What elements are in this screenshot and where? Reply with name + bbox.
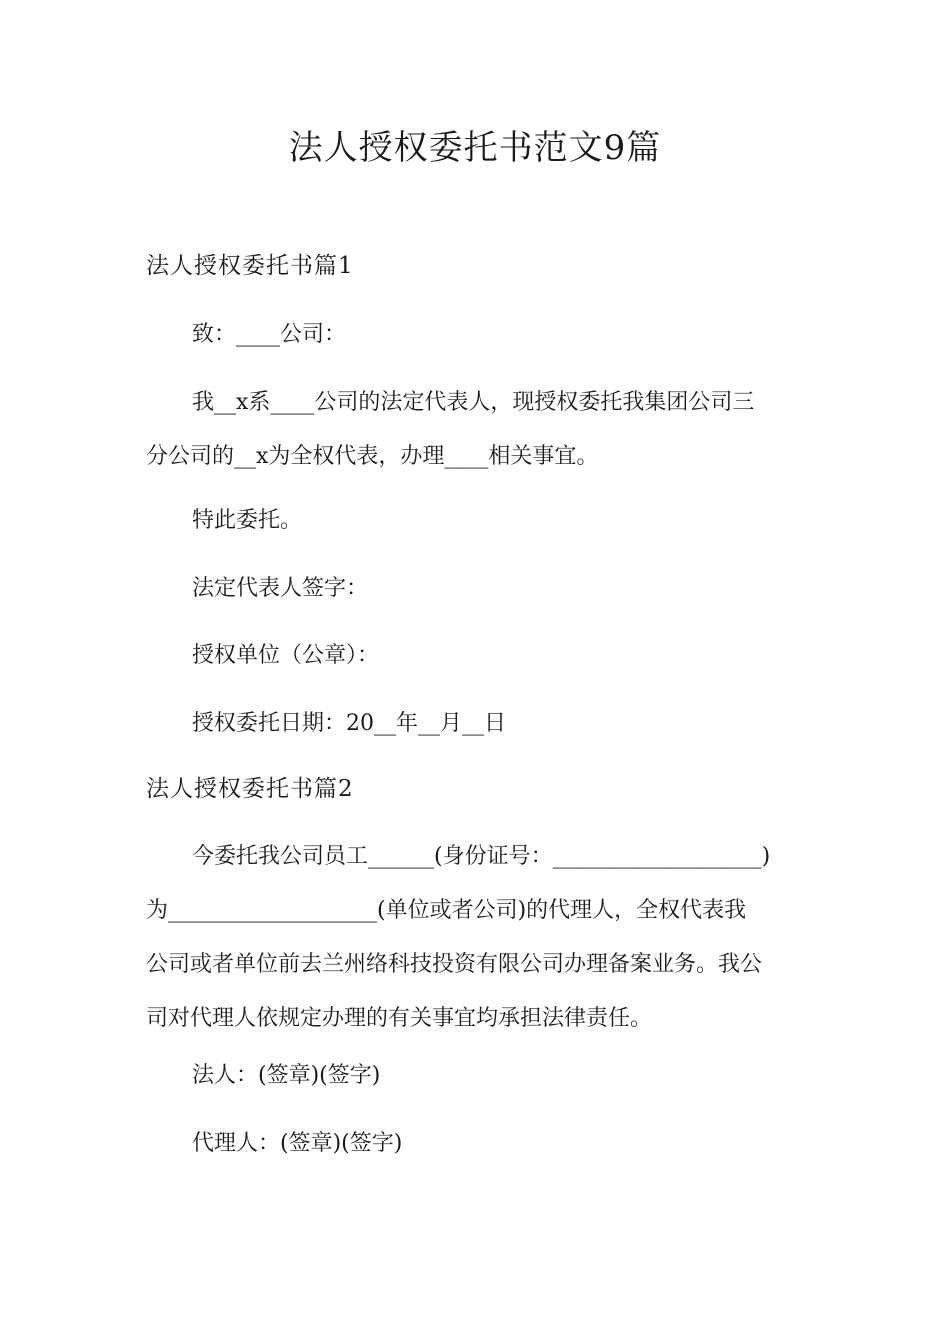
section-1-body [146, 376, 816, 484]
section-1-date-line: 授权委托日期：20__年__月__日 [192, 711, 506, 736]
section-1-to-line: 致：____公司： [192, 322, 347, 347]
section-1-special: 特此委托。 [192, 508, 303, 533]
section-1-body-line-1: 我__x系____公司的法定代表人，现授权委托我集团公司三 [192, 390, 755, 415]
section-2-legal-person: 法人：(签章)(签字) [192, 1063, 381, 1088]
section-2-body-line-3: 公司或者单位前去兰州络科技投资有限公司办理备案业务。我公 [146, 952, 763, 977]
section-1-heading: 法人授权委托书篇1 [146, 253, 354, 279]
section-1-body-line-2: 分公司的__x为全权代表，办理____相关事宜。 [146, 444, 599, 469]
section-2-body-line-4: 司对代理人依规定办理的有关事宜均承担法律责任。 [146, 1006, 653, 1031]
section-1-legal-rep-sign: 法定代表人签字： [192, 576, 369, 601]
section-2-body-line-1: 今委托我公司员工______(身份证号：___________________) [192, 844, 771, 869]
section-2-agent: 代理人：(签章)(签字) [192, 1131, 403, 1156]
section-1-authorizing-unit: 授权单位（公章）： [192, 643, 380, 668]
section-2-body [146, 830, 816, 1046]
document-title: 法人授权委托书范文9篇 [288, 128, 662, 168]
section-2-heading: 法人授权委托书篇2 [146, 776, 354, 802]
section-2-body-line-2: 为___________________(单位或者公司)的代理人，全权代表我 [146, 898, 747, 923]
